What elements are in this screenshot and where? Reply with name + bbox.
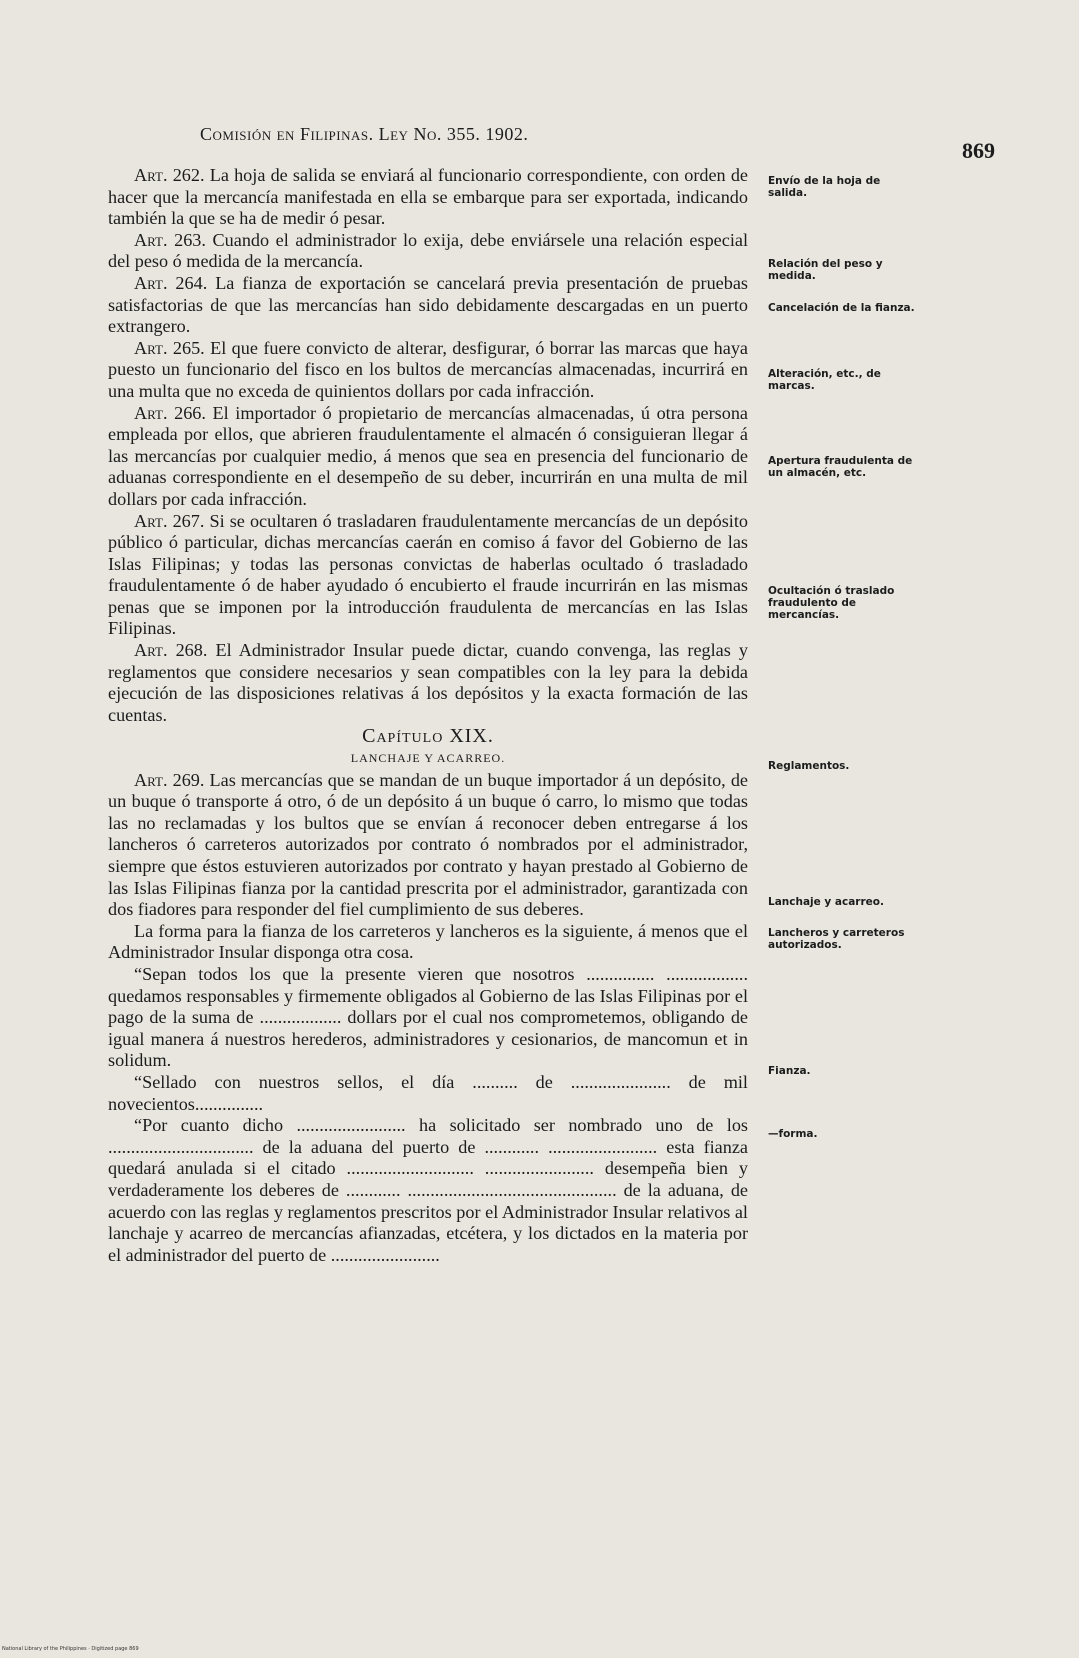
margin-note: Cancelación de la fianza. [768,302,915,314]
margin-note: Reglamentos. [768,760,850,772]
page-number: 869 [962,138,995,163]
article-269: Art. 269. Las mercancías que se mandan de un buque importador á un depósito, de un buque ó transporte á otro, ó de un depósito á un buque ó carro, lo mismo que todas las no reclamadas y los bultos que se envían á reconocer deben entregarse á los lancheros ó carreteros autorizados por contrato ó nombrados por el administrador, siempre que éstos estuvieren autorizados por contrato y hayan prestado al Gobierno de las Islas Filipinas fianza por la cantidad prescrita por el administrador, garantizada con dos fiadores para responder del fiel cumplimiento de sus deberes. [108,769,748,920]
margin-note: Lancheros y carreteros autorizados. [768,927,905,951]
margin-note: Apertura fraudulenta de un almacén, etc. [768,455,913,479]
margin-note: Alteración, etc., de marcas. [768,368,881,392]
article-264: Art. 264. La fianza de exportación se cancelará previa presentación de pruebas satisfactorias de que las mercancías han sido debidamente descargadas en un puerto extrangero. [108,272,748,337]
margin-note: Ocultación ó traslado fraudulento de mercancías. [768,585,895,621]
bond-form-intro: La forma para la fianza de los carreteros y lancheros es la siguiente, á menos que el Administrador Insular disponga otra cosa. [108,920,748,963]
bond-form-para-2: “Sellado con nuestros sellos, el día .......... de ...................... de mil novecientos............... [108,1071,748,1114]
bond-form-para-3: “Por cuanto dicho ........................ ha solicitado ser nombrado uno de los ................................ de la aduana del puerto de ............ ........................ esta fianza quedará anulada si el citado ............................ ........................ desempeña bien y verdaderamente los deberes de ............ .............................................. de la aduana, de acuerdo con las reglas y reglamentos prescritos por el Administrador Insular relativos al lanchaje y acarreo de mercancías afianzadas, etcétera, y los dictados en la materia por el administrador del puerto de ........................ [108,1115,748,1265]
body-text [108,165,748,1266]
footer-credit: National Library of the Philippines · Digitized page 869 [2,1646,139,1652]
article-265: Art. 265. El que fuere convicto de alterar, desfigurar, ó borrar las marcas que haya puesto un funcionario del fisco en los bultos de mercancías almacenadas, incurrirá en una multa que no exceda de quinientos dollars por cada infracción. [108,337,748,401]
article-263: Art. 263. Cuando el administrador lo exija, debe enviársele una relación especial del peso ó medida de la mercancía. [108,229,748,272]
bond-form-para-1: “Sepan todos los que la presente vieren que nosotros ............... .................. quedamos responsables y firmemente obligados al Gobierno de las Islas Filipinas por el pago de la suma de .................. dollars por el cual nos comprometemos, obligando de igual manera á nuestros herederos, administradores y cesionarios, de mancomun et in solidum. [108,963,748,1071]
running-header: Comisión en Filipinas. Ley No. 355. 1902. [200,124,529,144]
margin-note: Relación del peso y medida. [768,258,883,282]
margin-note: Envío de la hoja de salida. [768,175,881,199]
margin-note: Fianza. [768,1065,811,1077]
margin-note: —forma. [768,1128,818,1140]
article-262: Art. 262. La hoja de salida se enviará al funcionario correspondiente, con orden de hacer que la mercancía manifestada en ella se embarque para ser exportada, indicando también la que se ha de medir ó pesar. [108,165,748,229]
article-268: Art. 268. El Administrador Insular puede dictar, cuando convenga, las reglas y reglamentos que considere necesarios y sean compatibles con la ley para la debida ejecución de las disposiciones relativas á los depósitos y la exacta formación de las cuentas. [108,640,748,725]
article-266: Art. 266. El importador ó propietario de mercancías almacenadas, ú otra persona empleada por ellos, que abrieren fraudulentamente el almacén ó consiguieran llegar á las mercancías por cualquier medio, á menos que sea en presencia del funcionario de aduanas correspondiente en el desempeño de su deber, incurrirán en una multa de mil dollars por cada infracción. [108,402,749,509]
chapter-title: Capítulo XIX. [362,725,494,748]
article-267: Art. 267. Si se ocultaren ó trasladaren fraudulentamente mercancías de un depósito público ó particular, dichas mercancías caerán en comiso á favor del Gobierno de las Islas Filipinas; y todas las personas convictas de haberlas ocultado ó trasladado fraudulentamente ó de haber ayudado ó encubierto el fraude incurrirán en las mismas penas que se imponen por la introducción fraudulenta de mercancías en las Islas Filipinas. [108,510,749,639]
margin-note: Lanchaje y acarreo. [768,896,884,908]
chapter-subtitle: LANCHAJE Y ACARREO. [350,751,506,766]
